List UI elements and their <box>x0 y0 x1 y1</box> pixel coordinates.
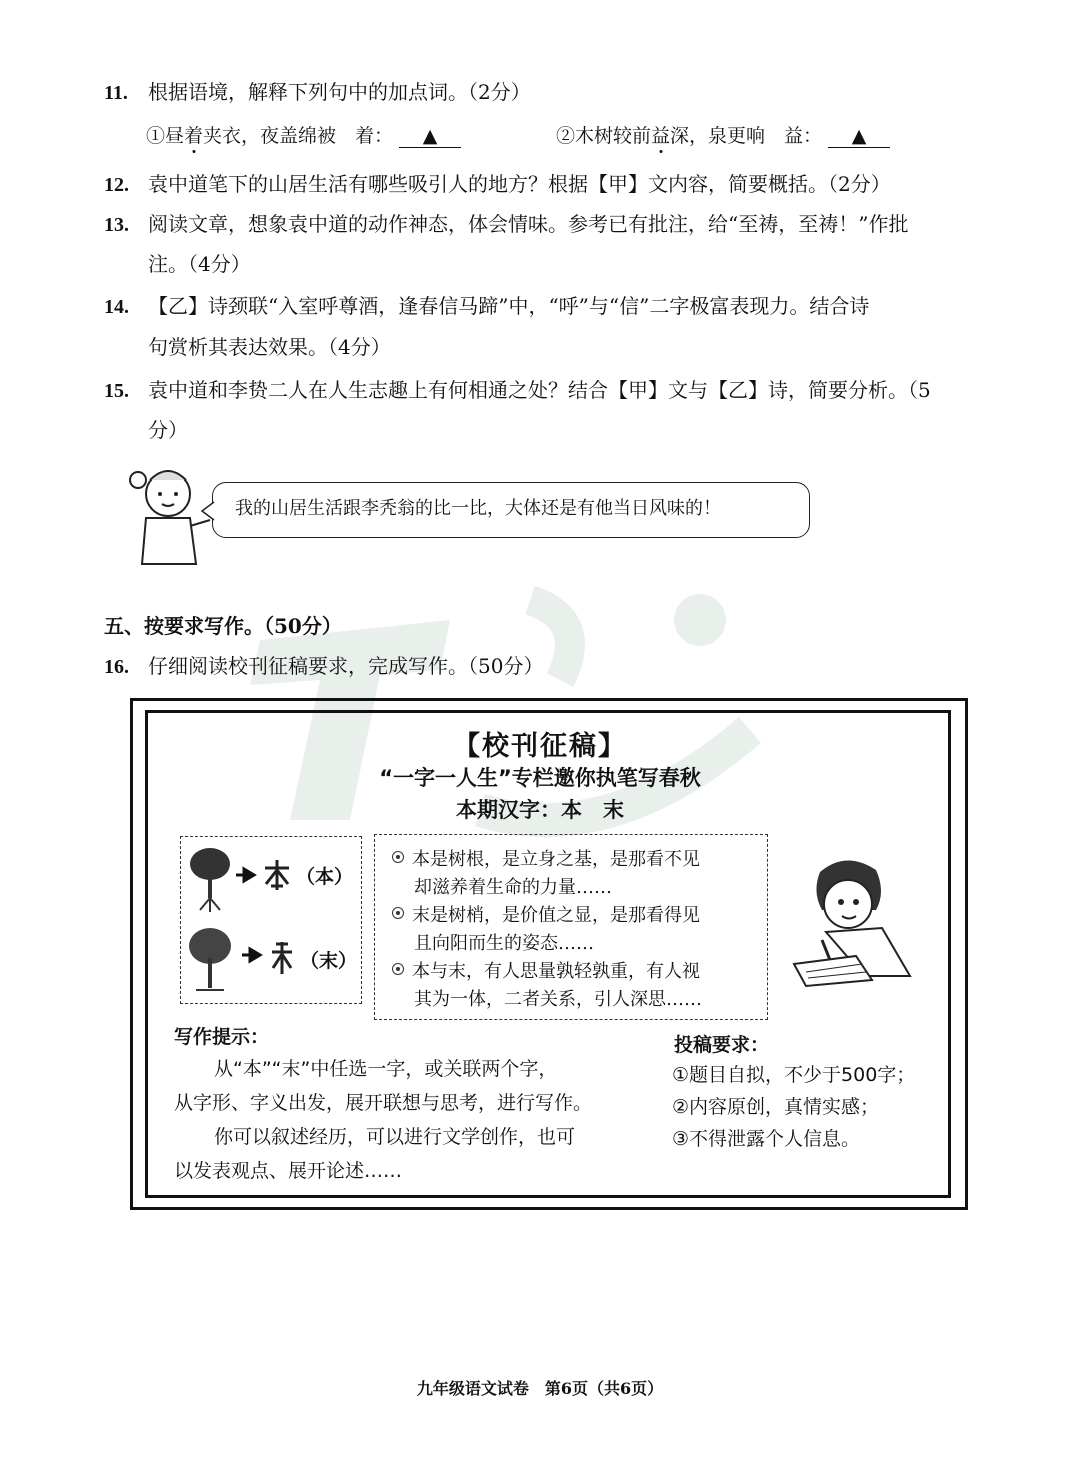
page-footer: 九年级语文试卷 第6页（共6页） <box>416 1379 664 1398</box>
question-11-item-1 <box>146 122 461 150</box>
question-13 <box>104 210 908 239</box>
question-number: 13. <box>104 214 129 236</box>
question-number: 11. <box>104 82 128 104</box>
question-16 <box>104 652 543 681</box>
question-14 <box>104 292 869 321</box>
tips-line: 以发表观点、展开论述…… <box>174 1160 403 1182</box>
answer-blank[interactable]: ▲ <box>399 125 461 148</box>
bullet-icon <box>392 907 404 919</box>
bullet-text-cont: 却滋养着生命的力量…… <box>414 877 612 898</box>
char-ben-label: （本） <box>296 866 354 888</box>
question-15 <box>104 376 931 405</box>
bullet-text: 本是树根，是立身之基，是那看不见 <box>412 849 700 870</box>
bullet-text: 本与末，有人思量孰轻孰重，有人视 <box>412 961 700 982</box>
notice-subtitle: “一字一人生”专栏邀你执笔写春秋 <box>379 766 701 790</box>
question-13-cont: 注。（4分） <box>148 252 251 276</box>
requirement-line: ①题目自拟，不少于500字； <box>672 1064 916 1086</box>
boy-writing-cartoon-icon <box>786 852 916 992</box>
item-text: 夹衣，夜盖绵被 着： <box>203 125 394 147</box>
question-text: 袁中道笔下的山居生活有哪些吸引人的地方？根据【甲】文内容，简要概括。（2分） <box>148 172 891 196</box>
bullet-text: 末是树梢，是价值之显，是那看得见 <box>412 905 700 926</box>
requirement-line: ③不得泄露个人信息。 <box>672 1128 861 1150</box>
question-text: 阅读文章，想象袁中道的动作神态，体会情味。参考已有批注，给“至祷，至祷！”作批 <box>148 212 909 236</box>
tips-line: 从字形、字义出发，展开联想与思考，进行写作。 <box>174 1092 593 1114</box>
dotted-word: 着 <box>184 125 204 147</box>
question-number: 15. <box>104 380 129 402</box>
answer-blank[interactable]: ▲ <box>828 125 890 148</box>
tree-top-icon <box>186 922 236 994</box>
speech-bubble <box>212 482 810 538</box>
question-14-cont: 句赏析其表达效果。（4分） <box>148 335 391 359</box>
ancient-ben-glyph-icon <box>262 858 292 892</box>
ancient-mo-glyph-icon <box>268 940 296 976</box>
requirements-heading: 投稿要求： <box>674 1034 770 1056</box>
question-12 <box>104 170 891 199</box>
section-5-heading: 五、按要求写作。（50分） <box>104 614 342 638</box>
question-text: 仔细阅读校刊征稿要求，完成写作。（50分） <box>148 654 544 678</box>
requirement-line: ②内容原创，真情实感； <box>672 1096 880 1118</box>
speech-text: 我的山居生活跟李秃翁的比一比，大体还是有他当日风味的！ <box>235 498 721 519</box>
question-text: 袁中道和李贽二人在人生志趣上有何相通之处？结合【甲】文与【乙】诗，简要分析。（5 <box>148 378 931 402</box>
tips-heading: 写作提示： <box>174 1026 270 1048</box>
notice-title: 【校刊征稿】 <box>453 731 627 762</box>
item-text: ②木树较前 <box>556 125 652 147</box>
tree-root-icon <box>186 842 236 914</box>
tips-line: 你可以叙述经历，可以进行文学创作，也可 <box>214 1126 576 1148</box>
question-15-cont: 分） <box>148 418 188 442</box>
question-number: 14. <box>104 296 129 318</box>
bubble-tail-icon <box>200 500 216 522</box>
question-11-item-2 <box>556 122 890 150</box>
tips-line: 从“本”“末”中任选一字，或关联两个字， <box>214 1058 558 1080</box>
question-number: 12. <box>104 174 129 196</box>
bullet-item <box>392 902 700 930</box>
bullet-icon <box>392 963 404 975</box>
notice-chars: 本期汉字：本 末 <box>456 798 624 822</box>
question-text: 根据语境，解释下列句中的加点词。（2分） <box>148 80 531 104</box>
bullet-icon <box>392 851 404 863</box>
item-text: 深，泉更响 益： <box>670 125 823 147</box>
item-text: ①昼 <box>146 125 185 147</box>
dotted-word: 益 <box>651 125 671 147</box>
question-number: 16. <box>104 656 129 678</box>
bullet-item <box>392 958 700 986</box>
bullet-item <box>392 846 700 874</box>
question-11 <box>104 78 531 107</box>
char-mo-label: （末） <box>300 950 358 972</box>
question-text: 【乙】诗颈联“入室呼尊酒，逢春信马蹄”中，“呼”与“信”二字极富表现力。结合诗 <box>148 294 870 318</box>
arrow-right-icon <box>240 946 264 964</box>
bullet-text-cont: 其为一体，二者关系，引人深思…… <box>414 989 702 1010</box>
arrow-right-icon <box>234 866 258 884</box>
bullet-text-cont: 且向阳而生的姿态…… <box>414 933 594 954</box>
